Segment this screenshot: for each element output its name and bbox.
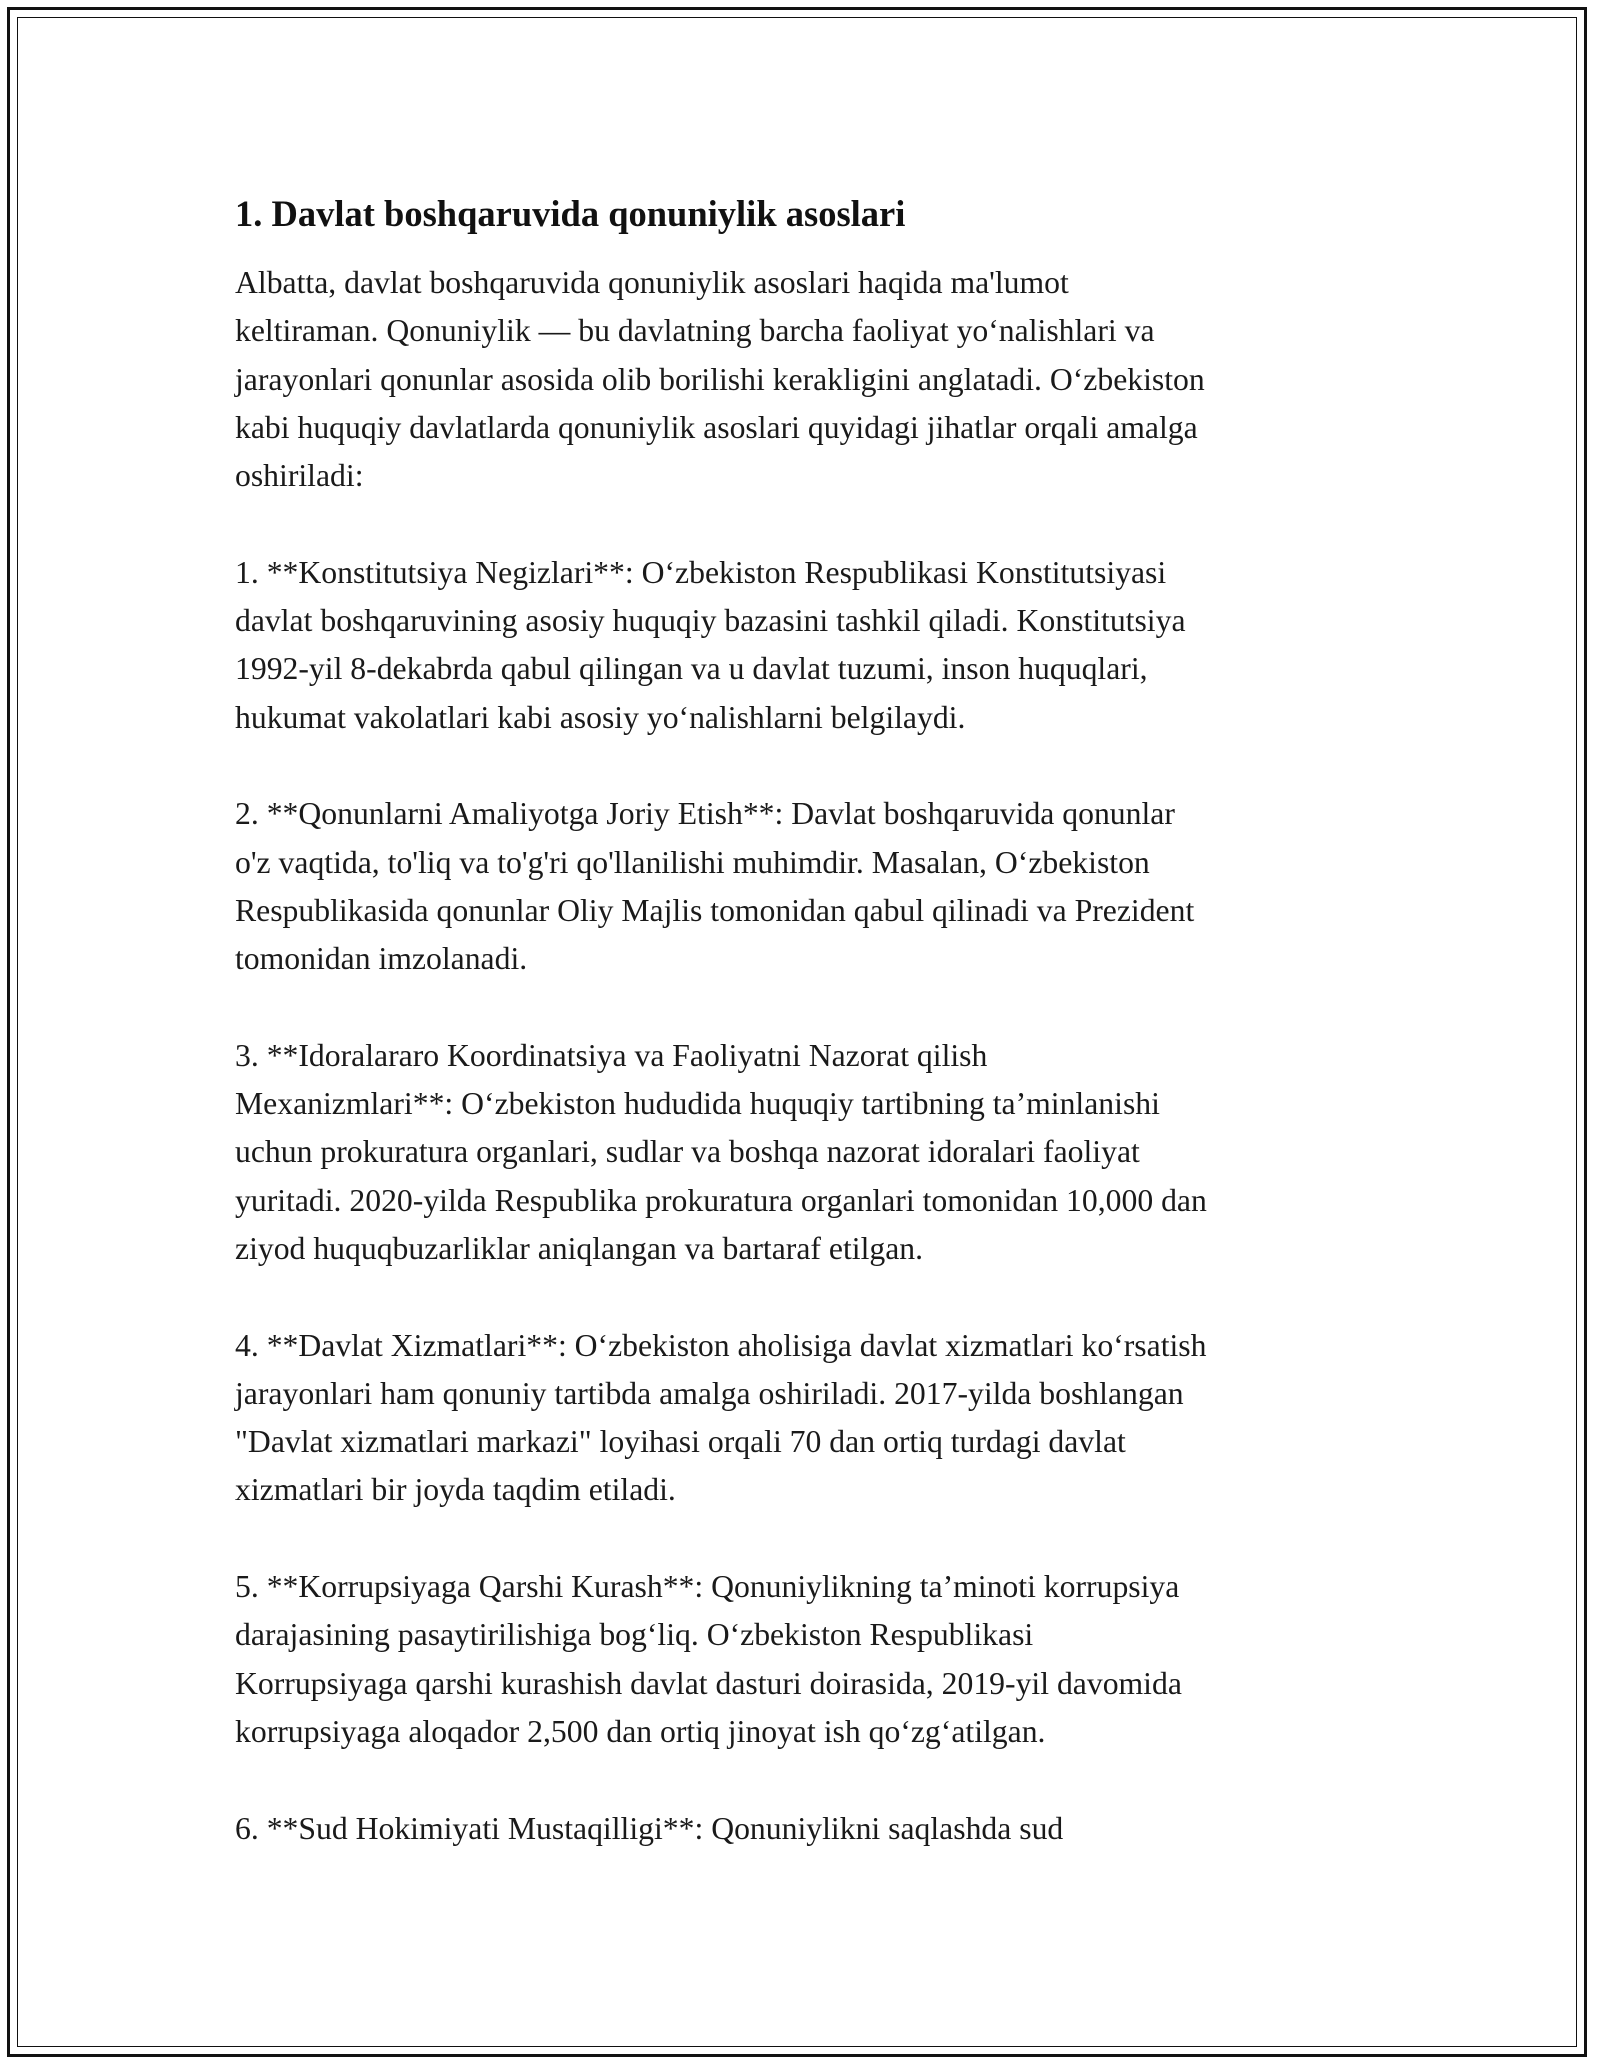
text-line: yuritadi. 2020-yilda Respublika prokuratura organlari tomonidan 10,000 dan — [235, 1182, 1207, 1218]
intro-paragraph — [235, 259, 1370, 500]
text-line: darajasining pasaytirilishiga bog‘liq. O‘zbekiston Respublikasi — [235, 1617, 1034, 1653]
text-line: uchun prokuratura organlari, sudlar va boshqa nazorat idoralari faoliyat — [235, 1134, 1140, 1170]
text-line: Mexanizmlari**: O‘zbekiston hududida huquqiy tartibning ta’minlanishi — [235, 1086, 1160, 1122]
text-line: 1992-yil 8-dekabrda qabul qilingan va u davlat tuzumi, inson huquqlari, — [235, 651, 1148, 687]
text-line: Korrupsiyaga qarshi kurashish davlat dasturi doirasida, 2019-yil davomida — [235, 1665, 1182, 1701]
text-line: kabi huquqiy davlatlarda qonuniylik asoslari quyidagi jihatlar orqali amalga — [235, 409, 1198, 445]
text-line: o'z vaqtida, to'liq va to'g'ri qo'llanilishi muhimdir. Masalan, O‘zbekiston — [235, 844, 1150, 880]
text-line: jarayonlari qonunlar asosida olib borilishi kerakligini anglatadi. O‘zbekiston — [235, 361, 1205, 397]
list-item-sud-hokimiyati — [235, 1805, 1370, 1853]
text-line: tomonidan imzolanadi. — [235, 941, 528, 977]
text-line: davlat boshqaruvining asosiy huquqiy bazasini tashkil qiladi. Konstitutsiya — [235, 603, 1186, 639]
list-item-korrupsiya — [235, 1563, 1370, 1756]
text-line: keltiraman. Qonuniylik — bu davlatning barcha faoliyat yo‘nalishlari va — [235, 313, 1155, 349]
text-line: Albatta, davlat boshqaruvida qonuniylik asoslari haqida ma'lumot — [235, 265, 1069, 300]
text-line: 6. **Sud Hokimiyati Mustaqilligi**: Qonuniylikni saqlashda sud — [235, 1810, 1064, 1846]
text-line: "Davlat xizmatlari markazi" loyihasi orqali 70 dan ortiq turdagi davlat — [235, 1424, 1126, 1460]
text-line: hukumat vakolatlari kabi asosiy yo‘nalishlarni belgilaydi. — [235, 699, 966, 735]
text-line: 5. **Korrupsiyaga Qarshi Kurash**: Qonuniylikning ta’minoti korrupsiya — [235, 1569, 1180, 1605]
list-item-koordinatsiya — [235, 1032, 1370, 1273]
list-item-qonunlar — [235, 790, 1370, 983]
list-item-konstitutsiya — [235, 549, 1370, 742]
list-item-davlat-xizmatlari — [235, 1322, 1370, 1515]
text-line: 4. **Davlat Xizmatlari**: O‘zbekiston aholisiga davlat xizmatlari ko‘rsatish — [235, 1327, 1207, 1363]
text-line: xizmatlari bir joyda taqdim etiladi. — [235, 1472, 676, 1508]
text-line: 1. **Konstitutsiya Negizlari**: O‘zbekiston Respublikasi Konstitutsiyasi — [235, 554, 1167, 590]
text-line: Respublikasida qonunlar Oliy Majlis tomonidan qabul qilinadi va Prezident — [235, 892, 1195, 928]
text-line: oshiriladi: — [235, 458, 364, 494]
document-body — [235, 190, 1370, 1901]
text-line: korrupsiyaga aloqador 2,500 dan ortiq jinoyat ish qo‘zg‘atilgan. — [235, 1713, 1046, 1749]
text-line: ziyod huquqbuzarliklar aniqlangan va bartaraf etilgan. — [235, 1230, 924, 1266]
text-line: jarayonlari ham qonuniy tartibda amalga oshiriladi. 2017-yilda boshlangan — [235, 1375, 1184, 1411]
text-line: 3. **Idoralararo Koordinatsiya va Faoliyatni Nazorat qilish — [235, 1037, 988, 1073]
document-title: 1. Davlat boshqaruvida qonuniylik asoslari — [235, 193, 906, 234]
text-line: 2. **Qonunlarni Amaliyotga Joriy Etish**: Davlat boshqaruvida qonunlar — [235, 796, 1175, 832]
